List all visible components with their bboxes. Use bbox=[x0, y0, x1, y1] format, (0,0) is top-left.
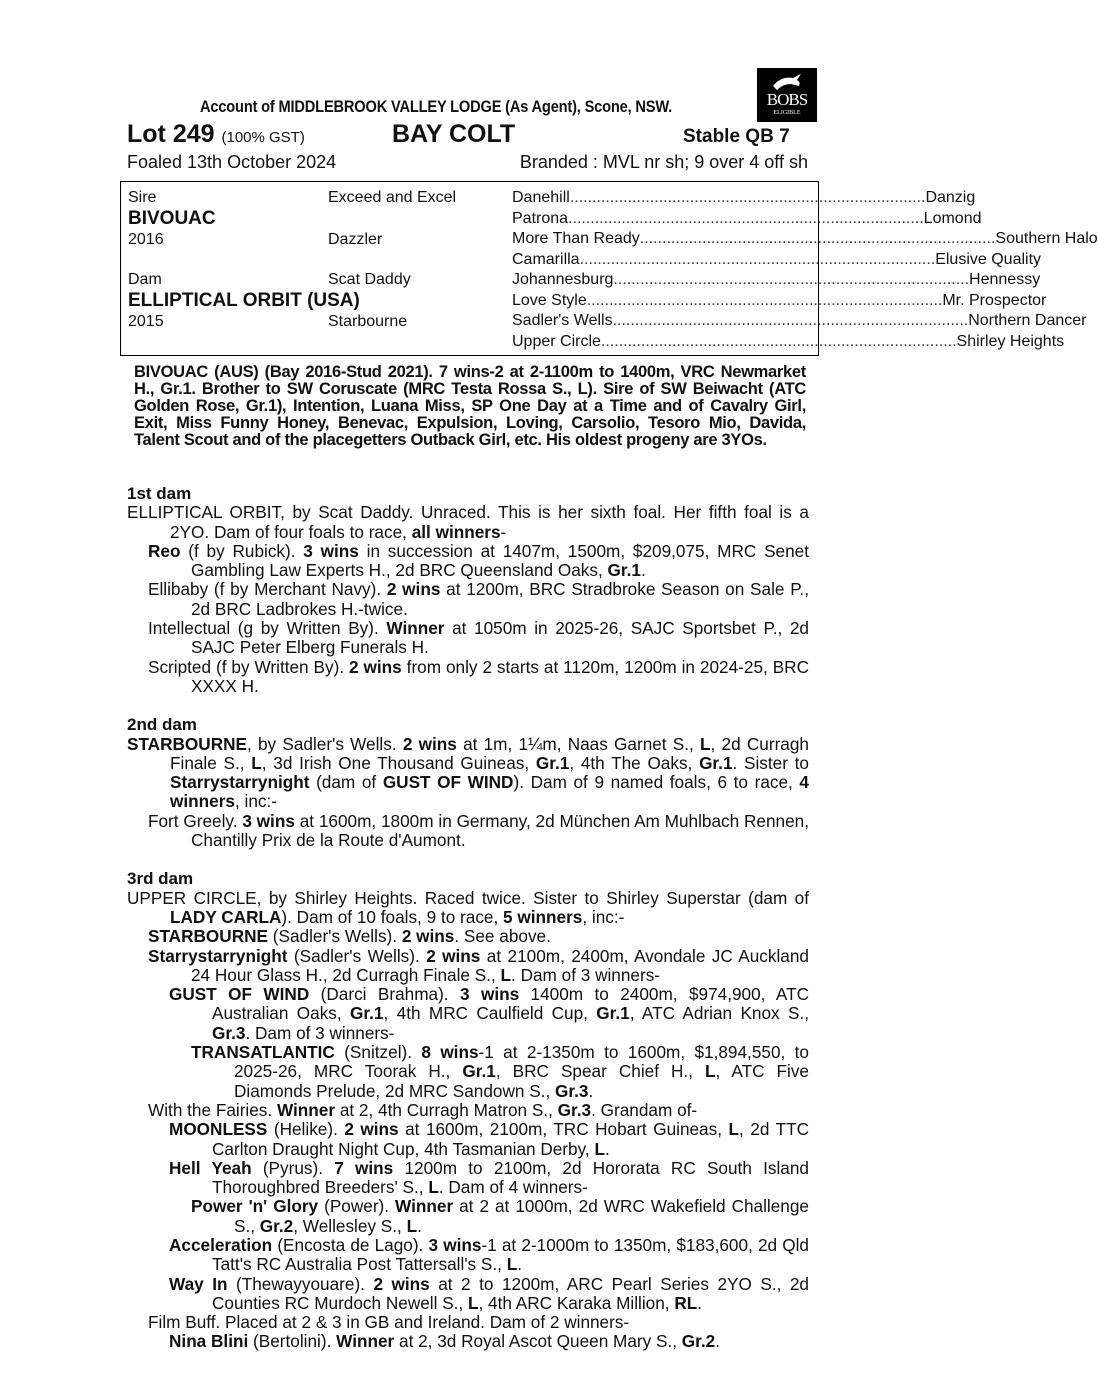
dot-leader: ................................................................................ bbox=[569, 189, 926, 206]
text-segment: (Sadler's Wells). bbox=[287, 945, 427, 966]
pedigree-body bbox=[127, 484, 809, 1352]
pedigree-entry bbox=[127, 1159, 809, 1198]
brand-info: Branded : MVL nr sh; 9 over 4 off sh bbox=[519, 152, 808, 172]
pedigree-entry bbox=[127, 812, 809, 851]
pedigree-entry bbox=[127, 889, 809, 928]
bold-text: 2 wins bbox=[373, 1273, 430, 1294]
grandparent-sire: Hennessy bbox=[969, 271, 1041, 288]
pedigree-entry bbox=[127, 1332, 809, 1351]
pedigree-entry bbox=[127, 1120, 809, 1159]
bold-text: Reo bbox=[148, 540, 181, 561]
text-segment: Film Buff. Placed at 2 & 3 in GB and Ireland. Dam of 2 winners- bbox=[148, 1312, 630, 1333]
text-segment: , inc:- bbox=[582, 906, 625, 927]
pedigree-entry bbox=[127, 985, 809, 1043]
bold-text: L bbox=[428, 1177, 439, 1198]
dot-leader: ................................................................................ bbox=[586, 291, 943, 309]
text-segment: - bbox=[500, 521, 507, 542]
bold-text: L bbox=[500, 964, 512, 985]
pedigree-entry bbox=[127, 542, 809, 581]
text-segment: from only 2 starts at 1120m, 1200m in 2024-25, BRC XXXX H. bbox=[191, 656, 809, 696]
pedigree-entry bbox=[127, 1313, 809, 1332]
pedigree-entry bbox=[127, 1043, 809, 1101]
grandparent-name: Upper Circle bbox=[512, 332, 601, 350]
text-segment: With the Fairies. bbox=[148, 1099, 277, 1120]
dot-leader: ................................................................................ bbox=[600, 332, 957, 350]
bold-text: Gr.3 bbox=[557, 1099, 592, 1120]
text-segment: , 4th MRC Caulfield Cup, bbox=[383, 1003, 597, 1024]
pedigree-entry bbox=[127, 658, 809, 697]
text-segment: , inc:- bbox=[234, 791, 277, 812]
dam-label: Dam bbox=[128, 271, 162, 288]
text-segment: . bbox=[517, 1254, 522, 1275]
grandparent-name: Love Style bbox=[512, 291, 587, 309]
dot-leader: ................................................................................ bbox=[579, 250, 936, 268]
grandparent-name: Johannesburg bbox=[512, 271, 614, 288]
bold-text: 7 wins bbox=[334, 1157, 394, 1178]
bold-text: GUST OF WIND bbox=[382, 772, 514, 793]
text-segment: (Bertolini). bbox=[248, 1331, 337, 1352]
bold-text: 3 wins bbox=[459, 984, 520, 1005]
bold-text: Gr.1 bbox=[350, 1003, 384, 1024]
dam-section bbox=[127, 869, 809, 1351]
section-heading: 3rd dam bbox=[127, 869, 194, 889]
text-segment: at 1m, 1¼m, Naas Garnet S., bbox=[456, 733, 701, 754]
lot-number bbox=[127, 120, 305, 149]
text-segment: , ATC Five Diamonds Prelude, 2d MRC Sandown S., bbox=[234, 1061, 809, 1101]
dam-name: ELLIPTICAL ORBIT (USA) bbox=[128, 290, 360, 311]
grandparent-sire: Lomond bbox=[923, 209, 982, 227]
sire-description: BIVOUAC (AUS) (Bay 2016-Stud 2021). 7 wins-2 at 2-1100m to 1400m, VRC Newmarket H., Gr.1. Brother to SW Coruscate (MRC Testa Rossa S., L). Sire of SW Beiwacht (ATC Golden Rose, Gr.1), Intention, Luana Miss, SP One Day at a Time and of Cavalry Girl, Exit, Miss Funny Honey, Benevac, Expulsion, Loving, Carsolio, Tesoro Mio, Davida, Talent Scout and of the placegetters Outback Girl, etc. His oldest progeny are 3YOs. bbox=[134, 363, 806, 449]
text-segment: . Sister to bbox=[732, 752, 809, 773]
grandparent-sire: Northern Dancer bbox=[968, 312, 1087, 329]
bold-text: L bbox=[700, 733, 711, 754]
dam-section bbox=[127, 484, 809, 696]
text-segment: (Sadler's Wells). bbox=[268, 926, 402, 947]
dot-leader: ................................................................................ bbox=[613, 271, 970, 288]
pedigree-entry bbox=[127, 1197, 809, 1236]
pedigree-entry bbox=[127, 503, 809, 542]
text-segment: (f by Rubick). bbox=[180, 540, 304, 561]
text-segment: . bbox=[588, 1080, 594, 1101]
third-generation-entry bbox=[512, 230, 1098, 248]
bold-text: 8 wins bbox=[421, 1042, 479, 1063]
text-segment: (Pyrus). bbox=[251, 1157, 335, 1178]
dot-leader: ................................................................................ bbox=[639, 230, 996, 247]
third-generation-entry bbox=[512, 209, 982, 228]
text-segment: at 1600m, 1800m in Germany, 2d München Am Muhlbach Rennen, Chantilly Prix de la Route d'Aumont. bbox=[191, 810, 809, 851]
bobs-eligible-logo bbox=[757, 68, 817, 122]
text-segment: ELLIPTICAL ORBIT, by Scat Daddy. Unraced. This is her sixth foal. Her fifth foal is a 2YO. Dam of four foals to race, bbox=[127, 502, 809, 542]
grandparent-name: Camarilla bbox=[512, 250, 580, 268]
text-segment: (Helike). bbox=[267, 1119, 345, 1140]
third-generation-entry bbox=[512, 312, 1087, 330]
grandparent-sire: Southern Halo bbox=[995, 230, 1098, 247]
text-segment: at 1200m, BRC Stradbroke Season on Sale P., 2d BRC Ladbrokes H.-twice. bbox=[191, 579, 809, 619]
text-segment: Intellectual (g by Written By). bbox=[148, 618, 387, 639]
grandparent-name: More Than Ready bbox=[512, 230, 640, 247]
logo-text: BOBS bbox=[766, 90, 808, 109]
bold-text: Way In bbox=[169, 1273, 228, 1294]
text-segment: at 1050m in 2025-26, SAJC Sportsbet P., 2d SAJC Peter Elberg Funerals H. bbox=[191, 618, 809, 658]
text-segment: . Dam of 3 winners- bbox=[511, 964, 661, 985]
bold-text: Winner bbox=[336, 1331, 395, 1352]
text-segment: , BRC Spear Chief H., bbox=[495, 1061, 706, 1082]
bold-text: L bbox=[594, 1138, 605, 1159]
bold-text: GUST OF WIND bbox=[169, 984, 310, 1005]
text-segment: in succession at 1407m, 1500m, $209,075, MRC Senet Gambling Law Experts H., 2d BRC Queensland Oaks, bbox=[191, 540, 809, 581]
bold-text: Starrystarrynight bbox=[148, 945, 288, 966]
bold-text: Starrystarrynight bbox=[170, 772, 310, 793]
dot-leader: ................................................................................ bbox=[612, 312, 969, 329]
bold-text: Gr.3 bbox=[555, 1080, 589, 1101]
text-segment: Fort Greely. bbox=[148, 810, 243, 831]
vendor-account: Account of MIDDLEBROOK VALLEY LODGE (As Agent), Scone, NSW. bbox=[200, 97, 673, 116]
text-segment: . bbox=[715, 1331, 721, 1352]
sire-sire: Exceed and Excel bbox=[328, 189, 457, 206]
text-segment: , 2d Curragh Finale S., bbox=[170, 733, 809, 773]
sire-year: 2016 bbox=[128, 231, 164, 248]
text-segment: . Grandam of- bbox=[591, 1099, 698, 1120]
grandparent-sire: Mr. Prospector bbox=[942, 291, 1047, 309]
text-segment: , 3d Irish One Thousand Guineas, bbox=[261, 752, 536, 773]
text-segment: . See above. bbox=[454, 926, 551, 947]
bold-text: L bbox=[406, 1215, 418, 1236]
text-segment: . Dam of 3 winners- bbox=[245, 1022, 395, 1043]
grandparent-name: Patrona bbox=[512, 209, 569, 227]
horse-sex-colour: BAY COLT bbox=[392, 120, 516, 148]
bold-text: L bbox=[468, 1292, 479, 1313]
bold-text: 2 wins bbox=[401, 926, 455, 947]
text-segment: , by Sadler's Wells. bbox=[247, 733, 403, 754]
text-segment: ). Dam of 9 named foals, 6 to race, bbox=[513, 772, 800, 793]
bold-text: Winner bbox=[386, 618, 445, 639]
bold-text: 5 winners bbox=[503, 906, 583, 927]
bold-text: 3 wins bbox=[303, 540, 359, 561]
text-segment: . Dam of 4 winners- bbox=[438, 1177, 588, 1198]
bold-text: MOONLESS bbox=[169, 1119, 268, 1140]
foaled-date: Foaled 13th October 2024 bbox=[127, 152, 337, 172]
text-segment: , 2d TTC Carlton Draught Night Cup, 4th Tasmanian Derby, bbox=[212, 1119, 809, 1159]
text-segment: , Wellesley S., bbox=[293, 1215, 407, 1236]
bold-text: L bbox=[506, 1254, 518, 1275]
bold-text: 3 wins bbox=[428, 1234, 482, 1255]
bold-text: 2 wins bbox=[402, 733, 457, 754]
text-segment: at 2, 3d Royal Ascot Queen Mary S., bbox=[394, 1331, 682, 1352]
text-segment: (Thewayyouare). bbox=[227, 1273, 374, 1294]
text-segment: -1 at 2-1350m to 1600m, $1,894,550, to 2025-26, MRC Toorak H., bbox=[234, 1042, 809, 1082]
text-segment: (dam of bbox=[309, 772, 383, 793]
bold-text: Gr.1 bbox=[699, 752, 733, 773]
dam-sire: Scat Daddy bbox=[328, 271, 411, 288]
text-segment: -1 at 2-1000m to 1350m, $183,600, 2d Qld Tatt's RC Australia Post Tattersall's S., bbox=[212, 1234, 809, 1275]
bold-text: Winner bbox=[395, 1196, 454, 1217]
bold-text: LADY CARLA bbox=[170, 906, 282, 927]
section-heading: 1st dam bbox=[127, 484, 192, 503]
bold-text: all winners bbox=[411, 521, 501, 542]
dam-section bbox=[127, 715, 809, 850]
text-segment: at 2, 4th Curragh Matron S., bbox=[335, 1099, 558, 1120]
sire-name: BIVOUAC bbox=[128, 208, 216, 229]
bold-text: TRANSATLANTIC bbox=[191, 1042, 335, 1063]
text-segment: (Darci Brahma). bbox=[309, 984, 460, 1005]
text-segment: , ATC Adrian Knox S., bbox=[629, 1003, 810, 1024]
text-segment: 1200m to 2100m, 2d Hororata RC South Island Thoroughbred Breeders' S., bbox=[212, 1157, 809, 1198]
text-segment: . bbox=[640, 560, 646, 581]
grandparent-name: Danehill bbox=[512, 189, 570, 206]
third-generation-entry bbox=[512, 271, 1041, 289]
third-generation-entry bbox=[512, 189, 976, 207]
text-segment: at 1600m, 2100m, TRC Hobart Guineas, bbox=[398, 1119, 729, 1140]
bold-text: 2 wins bbox=[386, 579, 441, 600]
section-heading: 2nd dam bbox=[127, 715, 197, 735]
pedigree-table bbox=[120, 181, 1098, 356]
pedigree-entry bbox=[127, 947, 809, 986]
pedigree-entry bbox=[127, 619, 809, 658]
text-segment: . bbox=[697, 1292, 703, 1313]
text-segment: Scripted (f by Written By). bbox=[148, 656, 350, 677]
text-segment: ). Dam of 10 foals, 9 to race, bbox=[281, 906, 504, 927]
pedigree-entry bbox=[127, 1236, 809, 1275]
bold-text: RL bbox=[674, 1292, 698, 1313]
text-segment: . bbox=[417, 1215, 422, 1236]
bold-text: Gr.2 bbox=[681, 1331, 716, 1352]
text-segment: 1400m to 2400m, $974,900, ATC Australian Oaks, bbox=[212, 984, 809, 1024]
sire-label: Sire bbox=[128, 189, 157, 206]
text-segment: (Snitzel). bbox=[334, 1042, 422, 1063]
dam-dam: Starbourne bbox=[328, 313, 408, 330]
text-segment: UPPER CIRCLE, by Shirley Heights. Raced twice. Sister to Shirley Superstar (dam of bbox=[127, 887, 809, 908]
bold-text: 3 wins bbox=[242, 810, 295, 831]
pedigree-entry bbox=[127, 1101, 809, 1120]
bold-text: Gr.1 bbox=[535, 752, 570, 773]
bold-text: Gr.1 bbox=[607, 560, 641, 581]
bold-text: Acceleration bbox=[169, 1234, 273, 1255]
pedigree-entry bbox=[127, 1275, 809, 1314]
text-segment: Ellibaby (f by Merchant Navy). bbox=[148, 579, 387, 600]
bold-text: L bbox=[705, 1061, 716, 1082]
lot-label: Lot 249 bbox=[127, 120, 215, 148]
dot-leader: ................................................................................ bbox=[568, 209, 924, 227]
bold-text: 4 winners bbox=[170, 772, 809, 812]
pedigree-entry bbox=[127, 927, 809, 946]
horse-head-icon bbox=[771, 72, 803, 92]
grandparent-sire: Danzig bbox=[925, 189, 976, 206]
bold-text: 2 wins bbox=[344, 1119, 399, 1140]
text-segment: at 2 at 1000m, 2d WRC Wakefield Challenge S., bbox=[234, 1196, 809, 1236]
bold-text: Gr.1 bbox=[462, 1061, 496, 1082]
bold-text: STARBOURNE bbox=[148, 926, 268, 947]
bold-text: Gr.3 bbox=[212, 1022, 246, 1043]
pedigree-entry bbox=[127, 735, 809, 812]
logo-subtext: ELIGIBLE bbox=[773, 110, 801, 116]
stable-location: Stable QB 7 bbox=[683, 126, 790, 147]
dam-year: 2015 bbox=[128, 313, 164, 330]
third-generation-entry bbox=[512, 291, 1047, 310]
text-segment: , 4th ARC Karaka Million, bbox=[478, 1292, 675, 1313]
third-generation-entry bbox=[512, 250, 1042, 269]
bold-text: Winner bbox=[276, 1099, 336, 1120]
third-generation-entry bbox=[512, 332, 1065, 351]
grandparent-sire: Elusive Quality bbox=[935, 250, 1042, 268]
gst-note: (100% GST) bbox=[221, 129, 305, 146]
bold-text: Nina Blini bbox=[169, 1331, 249, 1352]
bold-text: Hell Yeah bbox=[169, 1157, 252, 1178]
bold-text: 2 wins bbox=[349, 656, 402, 677]
bold-text: L bbox=[728, 1119, 739, 1140]
text-segment: . bbox=[604, 1138, 610, 1159]
bold-text: L bbox=[251, 752, 262, 773]
text-segment: (Power). bbox=[318, 1196, 396, 1217]
bold-text: Power 'n' Glory bbox=[191, 1196, 319, 1217]
pedigree-entry bbox=[127, 580, 809, 619]
bold-text: Gr.2 bbox=[259, 1215, 294, 1236]
text-segment: (Encosta de Lago). bbox=[272, 1234, 429, 1255]
bold-text: 2 wins bbox=[426, 945, 481, 966]
text-segment: at 2 to 1200m, ARC Pearl Series 2YO S., 2d Counties RC Murdoch Newell S., bbox=[212, 1273, 809, 1313]
bold-text: STARBOURNE bbox=[127, 733, 247, 754]
bold-text: Gr.1 bbox=[596, 1003, 630, 1024]
grandparent-name: Sadler's Wells bbox=[512, 312, 613, 329]
text-segment: , 4th The Oaks, bbox=[569, 752, 700, 773]
grandparent-sire: Shirley Heights bbox=[956, 332, 1065, 350]
sire-dam: Dazzler bbox=[328, 231, 383, 248]
text-segment: at 2100m, 2400m, Avondale JC Auckland 24 Hour Glass H., 2d Curragh Finale S., bbox=[191, 945, 809, 985]
